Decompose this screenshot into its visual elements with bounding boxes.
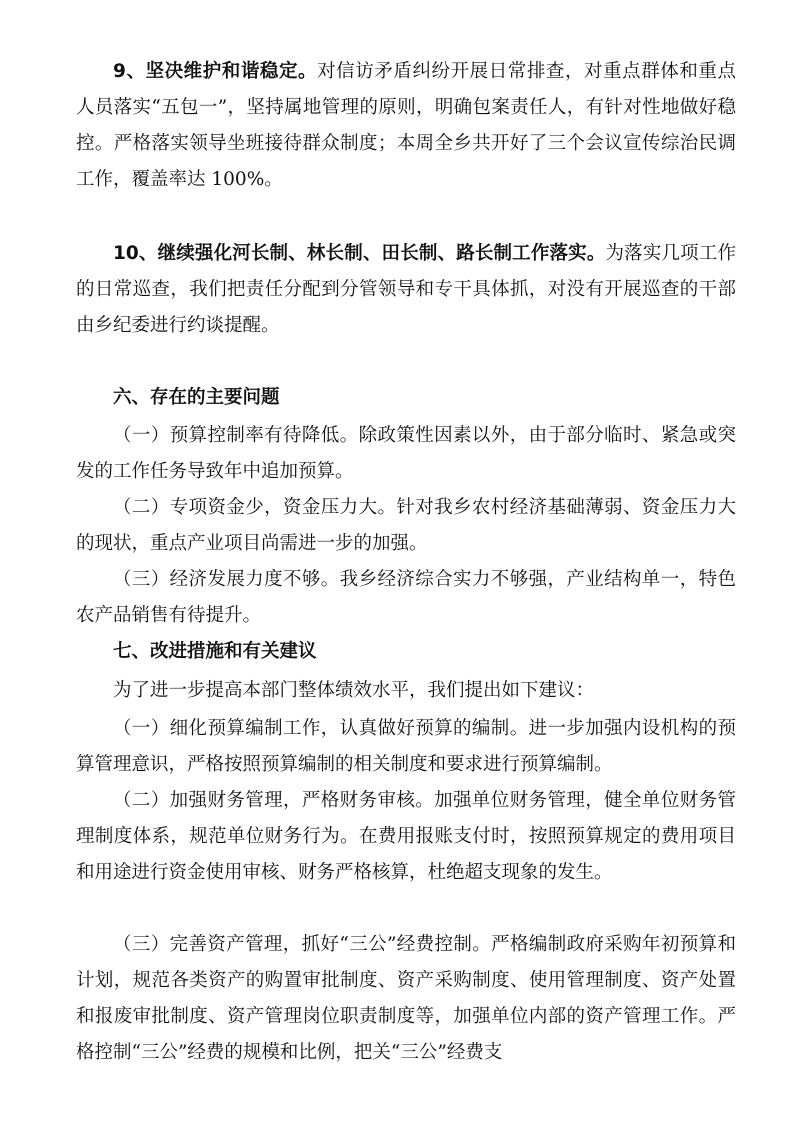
section-9-text: 对信访矛盾纠纷开展日常排查，对重点群体和重点人员落实“五包一”，坚持属地管理的原则，明确包案责任人，有针对性地做好稳控。严格落实领导坐班接待群众制度；本周全乡共开好了三个会议宣传综治民调工作，覆盖率达 100%。 — [76, 61, 736, 190]
suggestions-intro: 为了进一步提高本部门整体绩效水平，我们提出如下建议： — [113, 680, 595, 701]
suggestion-3: （三）完善资产管理，抓好“三公”经费控制。严格编制政府采购年初预算和计划，规范各类资产的购置审批制度、资产采购制度、使用管理制度、资产处置和报废审批制度、资产管理岗位职责制度等，加强单位内部的资产管理工作。严格控制“三公”经费的规模和比例，把关“三公”经费支 — [76, 934, 736, 1063]
section-10 — [76, 236, 736, 344]
heading-suggestions: 七、改进措施和有关建议 — [113, 641, 317, 662]
problem-2: （二）专项资金少，资金压力大。针对我乡农村经济基础薄弱、资金压力大的现状，重点产业项目尚需进一步的加强。 — [76, 497, 736, 554]
suggestion-2: （二）加强财务管理，严格财务审核。加强单位财务管理，健全单位财务管理制度体系，规范单位财务行为。在费用报账支付时，按照预算规定的费用项目和用途进行资金使用审核、财务严格核算，杜绝超支现象的发生。 — [76, 790, 736, 883]
problem-3: （三）经济发展力度不够。我乡经济综合实力不够强，产业结构单一，特色农产品销售有待提升。 — [76, 569, 736, 626]
section-9-title: 9、坚决维护和谐稳定。 — [113, 61, 318, 82]
section-9 — [76, 54, 736, 198]
heading-problems: 六、存在的主要问题 — [113, 387, 280, 408]
section-10-title: 10、继续强化河长制、林长制、田长制、路长制工作落实。 — [113, 243, 606, 264]
problem-1: （一）预算控制率有待降低。除政策性因素以外，由于部分临时、紧急或突发的工作任务导致年中追加预算。 — [76, 425, 736, 482]
section-10-text: 为落实几项工作的日常巡查，我们把责任分配到分管领导和专干具体抓，对没有开展巡查的干部由乡纪委进行约谈提醒。 — [76, 243, 736, 336]
suggestion-1: （一）细化预算编制工作，认真做好预算的编制。进一步加强内设机构的预算管理意识，严格按照预算编制的相关制度和要求进行预算编制。 — [76, 718, 736, 775]
